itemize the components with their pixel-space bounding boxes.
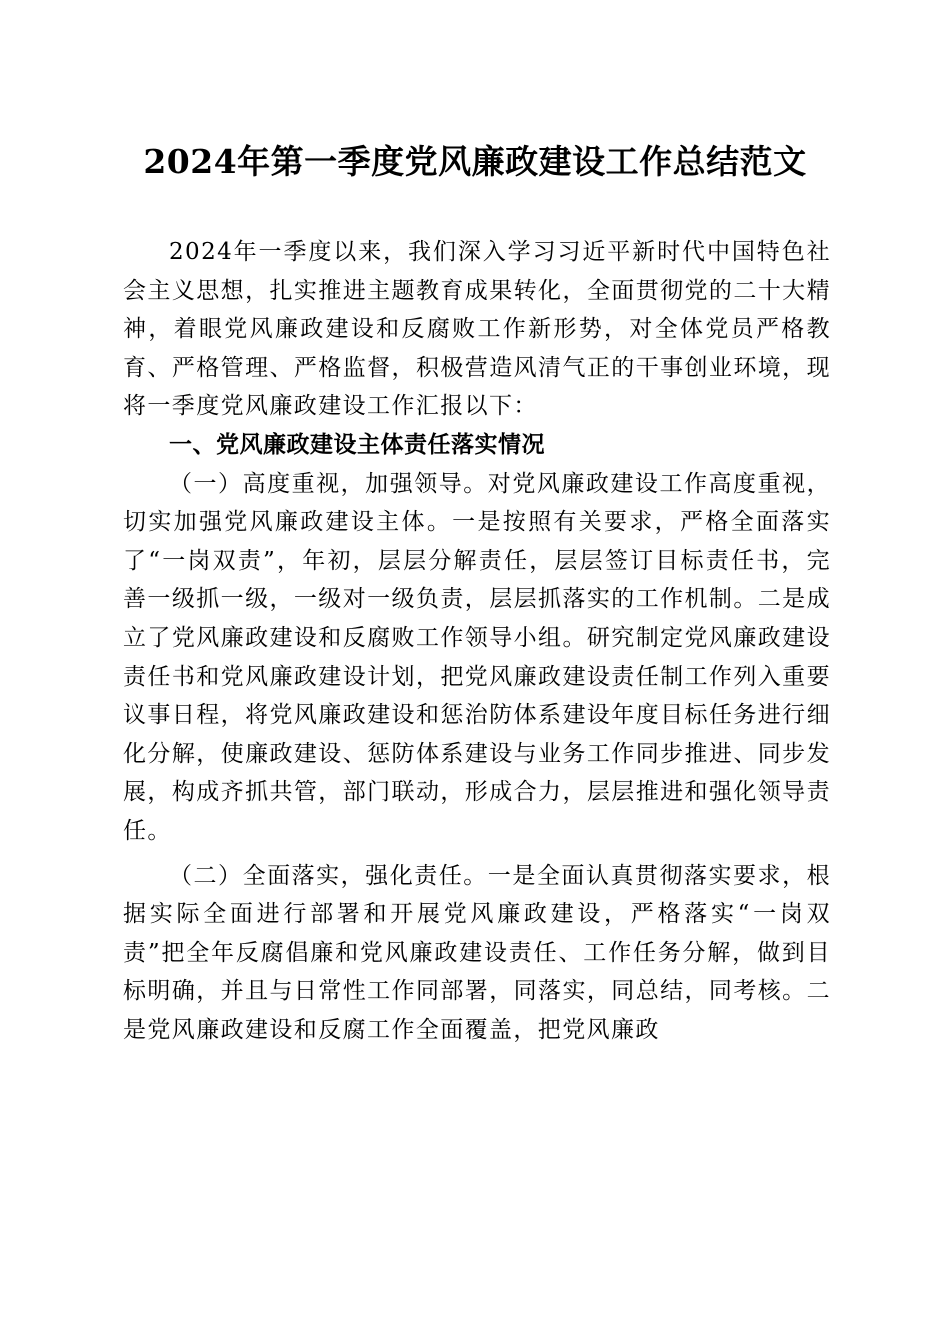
document-title: 2024年第一季度党风廉政建设工作总结范文	[143, 142, 807, 181]
document-body	[123, 233, 831, 1049]
subsection-paragraph-1: （一）高度重视，加强领导。对党风廉政建设工作高度重视，切实加强党风廉政建设主体。一是按照有关要求，严格全面落实了“一岗双责”，年初，层层分解责任，层层签订目标责任书，完善一级抓一级，一级对一级负责，层层抓落实的工作机制。二是成立了党风廉政建设和反腐败工作领导小组。研究制定党风廉政建设责任书和党风廉政建设计划，把党风廉政建设责任制工作列入重要议事日程，将党风廉政建设和惩治防体系建设年度目标任务进行细化分解，使廉政建设、惩防体系建设与业务工作同步推进、同步发展，构成齐抓共管，部门联动，形成合力，层层推进和强化领导责任。	[123, 470, 831, 844]
subsection-paragraph-2: （二）全面落实，强化责任。一是全面认真贯彻落实要求，根据实际全面进行部署和开展党风廉政建设，严格落实“一岗双责”把全年反腐倡廉和党风廉政建设责任、工作任务分解，做到目标明确，并且与日常性工作同部署，同落实，同总结，同考核。二是党风廉政建设和反腐工作全面覆盖，把党风廉政	[123, 862, 831, 1043]
intro-paragraph: 2024年一季度以来，我们深入学习习近平新时代中国特色社会主义思想，扎实推进主题教育成果转化，全面贯彻党的二十大精神，着眼党风廉政建设和反腐败工作新形势，对全体党员严格教育、严格管理、严格监督，积极营造风清气正的干事创业环境，现将一季度党风廉政建设工作汇报以下：	[123, 239, 831, 420]
section-heading: 一、党风廉政建设主体责任落实情况	[169, 431, 545, 458]
